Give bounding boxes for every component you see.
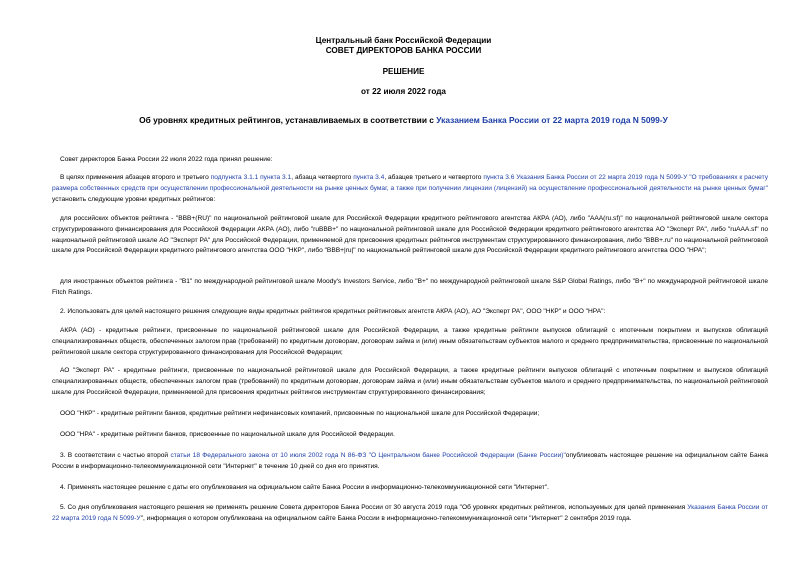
russian-objects-paragraph: для российских объектов рейтинга - "BBB+(RU)" по национальной рейтинговой шкале для Российской Федерации кредитного рейтингового агентства АКРА (АО), либо "AAA(ru.sf)" по национальной рейтинговой шкале сектора структурированного финансирования для Российской Федерации АКРА (АО), либо "ruBBB+" по национальной рейтинговой шкале для Российской Федерации кредитного рейтингового агентства АО "Эксперт РА", либо "ruAAA.sf" по национальной рейтинговой шкале АО "Эксперт РА" для Российской Федерации, применяемой для присвоения кредитных рейтингов инструментам структурированного финансирования, либо "BBB+.ru" по национальной рейтинговой шкале для Российской Федерации кредитного рейтингового агентства ООО "НКР", либо "BBB+|ru|" по национальной рейтинговой шкале для Российской Федерации кредитного рейтингового агентства ООО "НРА"; xyxy=(52,215,768,255)
paragraph-4: 4. Применять настоящее решение с даты его опубликования на официальном сайте Банка России в информационно-телекоммуникационной сети "Интернет". xyxy=(60,484,549,491)
p3-text-1: 3. В соответствии с частью второй xyxy=(60,452,171,459)
p1-text-1: В целях применения абзацев второго и третьего xyxy=(60,174,211,181)
paragraph-2: 2. Использовать для целей настоящего решения следующие виды кредитных рейтингов кредитных рейтинговых агентств АКРА (АО), АО "Эксперт РА", ООО "НКР" и ООО "НРА": xyxy=(60,308,606,315)
p1-text-4: установить следующие уровни кредитных рейтингов: xyxy=(52,195,216,203)
title-text: Об уровнях кредитных рейтингов, устанавливаемых в соответствии с xyxy=(139,115,437,125)
paragraph-5 xyxy=(52,503,768,525)
nkr-paragraph: ООО "НКР" - кредитные рейтинги банков, кредитные рейтинги нефинансовых компаний, присвоенные по национальной шкале для Российской Федерации; xyxy=(60,410,540,417)
title-link[interactable]: Указанием Банка России от 22 марта 2019 года N 5099-У xyxy=(436,115,668,125)
p3-link-1[interactable]: статьи 18 Федерального закона от 10 июля 2002 года N 86-ФЗ "О Центральном банке Российской Федерации (Банке России)" xyxy=(170,452,566,459)
org-name: Центральный банк Российской Федерации xyxy=(315,36,492,45)
p1-text-2: , абзаца четвертого xyxy=(291,174,354,181)
doc-type: РЕШЕНИЕ xyxy=(382,67,425,76)
p5-text-1: 5. Со дня опубликования настоящего решения не применять решение Совета директоров Банка России от 30 августа 2019 года "Об уровнях кредитных рейтингов, используемых для целей применения xyxy=(60,504,688,511)
nra-paragraph: ООО "НРА" - кредитные рейтинги банков, присвоенные по национальной шкале для Российской Федерации. xyxy=(60,431,395,438)
expert-ra-paragraph: АО "Эксперт РА" - кредитные рейтинги, присвоенные по национальной рейтинговой шкале для Российской Федерации, а также кредитные рейтинги выпусков облигаций с ипотечным покрытием и выпусков облигаций специализированных обществ, обеспеченных залогом прав (требований) по кредитным договорам, договорам займа и (или) иным обязательствам субъектов малого и среднего предпринимательства, по национальной рейтинговой шкале для Российской Федерации, применяемой для присвоения кредитных рейтингов инструментам структурированного финансирования; xyxy=(52,367,768,396)
acra-paragraph: АКРА (АО) - кредитные рейтинги, присвоенные по национальной рейтинговой шкале для Российской Федерации, а также кредитные рейтинги выпусков облигаций с ипотечным покрытием и выпусков облигаций специализированных обществ, обеспеченных залогом прав (требований) по кредитным договорам, договорам займа и (или) иным обязательствам субъектов малого и среднего предпринимательства, присвоенные по национальной рейтинговой шкале сектора структурированного финансирования для Российской Федерации; xyxy=(52,327,768,356)
p1-text-3: , абзацев третьего и четвертого xyxy=(384,174,484,181)
p5-text-2: ", информация о котором опубликована на официальном сайте Банка России в информационно-телекоммуникационной сети "Интернет" 2 сентября 2019 года. xyxy=(140,514,632,522)
doc-title xyxy=(0,115,807,125)
p1-link-2[interactable]: пункта 3.4 xyxy=(353,174,385,181)
p1-link-3[interactable]: пункта 3.6 Указания Банка России от 22 марта 2019 года N 5099-У "О требованиях к расчету размера собственных средств при осуществлении профессиональной деятельности на рынке ценных бумаг, а также при получении лицензии (лицензий) на осуществление профессиональной деятельности на рынке ценных бумаг" xyxy=(52,174,769,192)
p5-link-1[interactable]: Указания Банка России от 22 марта 2019 года N 5099-У xyxy=(52,504,768,522)
intro-paragraph: Совет директоров Банка России 22 июля 2022 года принял решение: xyxy=(60,156,273,163)
p3-text-2: опубликовать настоящее решение на официальном сайте Банка России в информационно-телекоммуникационной сети "Интернет" в течение 10 дней со дня его принятия. xyxy=(52,452,768,470)
board-name: СОВЕТ ДИРЕКТОРОВ БАНКА РОССИИ xyxy=(325,46,482,55)
p1-link-1[interactable]: подпункта 3.1.1 пункта 3.1 xyxy=(210,174,292,181)
paragraph-1 xyxy=(52,173,768,205)
foreign-objects-paragraph: для иностранных объектов рейтинга - "B1" по международной рейтинговой шкале Moody's Investors Service, либо "B+" по международной рейтинговой шкале S&P Global Ratings, либо "B+" по международной рейтинговой шкале Fitch Ratings. xyxy=(52,278,768,296)
paragraph-3 xyxy=(52,451,768,473)
doc-date: от 22 июля 2022 года xyxy=(361,87,446,96)
